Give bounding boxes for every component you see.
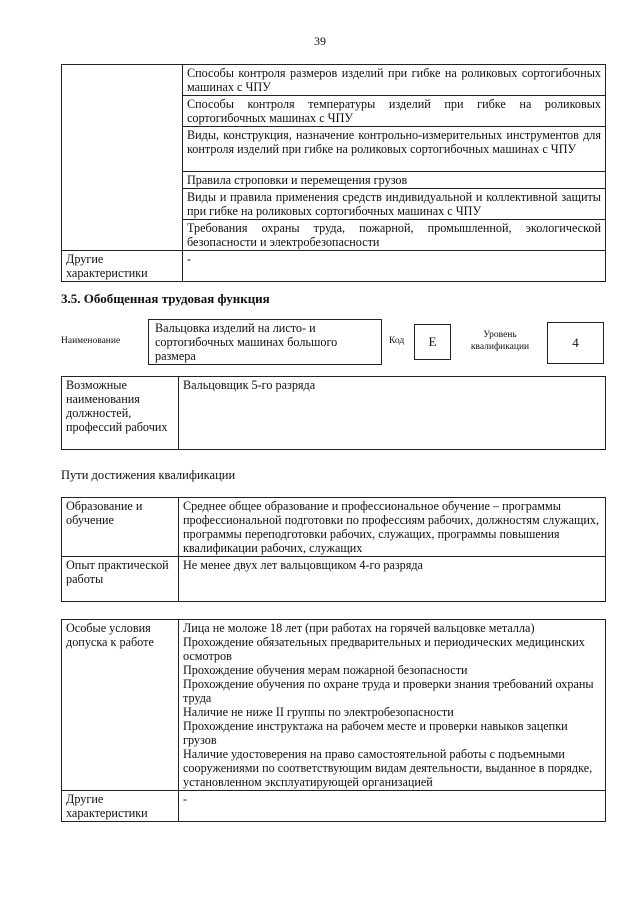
code-value: Е [414, 324, 451, 360]
experience-label: Опыт практической работы [62, 557, 179, 602]
page-number: 39 [314, 34, 326, 48]
empty-label-cell [62, 65, 183, 251]
table-cell: Требования охраны труда, пожарной, промышленной, экологической безопасности и электробезопасности [183, 220, 606, 251]
table-row [62, 65, 606, 96]
other-label: Другие характеристики [62, 251, 183, 282]
paths-title: Пути достижения квалификации [61, 468, 236, 482]
name-value: Вальцовка изделий на листо- и сортогибочных машинах большого размера [148, 319, 382, 365]
list-item: Наличие не ниже II группы по электробезопасности [183, 705, 454, 719]
table-row [62, 557, 606, 602]
education-table [61, 497, 606, 602]
section-title: 3.5. Обобщенная трудовая функция [61, 291, 270, 306]
education-label: Образование и обучение [62, 498, 179, 557]
table-row [62, 791, 606, 822]
education-value: Среднее общее образование и профессиональное обучение – программы профессиональной подготовки по профессиям рабочих, должностям служащих, программы переподготовки рабочих, служащих, программы повышения квалификации рабочих, служащих [179, 498, 606, 557]
table-row [62, 620, 606, 791]
table-row [62, 498, 606, 557]
experience-value: Не менее двух лет вальцовщиком 4-го разряда [179, 557, 606, 602]
table-cell: Виды и правила применения средств индивидуальной и коллективной защиты при гибке на роликовых сортогибочных машинах с ЧПУ [183, 189, 606, 220]
knowledge-table [61, 64, 606, 282]
table-row [62, 251, 606, 282]
table-cell: Способы контроля температуры изделий при гибке на роликовых сортогибочных машинах с ЧПУ [183, 96, 606, 127]
other-value: - [183, 251, 606, 282]
table-row [62, 377, 606, 450]
level-value: 4 [547, 322, 604, 364]
list-item: Лица не моложе 18 лет (при работах на горячей вальцовке металла) [183, 621, 535, 635]
name-label: Наименование [61, 336, 121, 346]
table-cell: Виды, конструкция, назначение контрольно-измерительных инструментов для контроля изделий при гибке на роликовых сортогибочных машинах с ЧПУ [183, 127, 606, 172]
positions-table [61, 376, 606, 450]
level-label: Уровень квалификации [470, 330, 530, 352]
other-label: Другие характеристики [62, 791, 179, 822]
admission-items [179, 620, 606, 791]
table-cell: Правила строповки и перемещения грузов [183, 172, 606, 189]
admission-label: Особые условия допуска к работе [62, 620, 179, 791]
list-item: Прохождение инструктажа на рабочем месте и проверки навыков зацепки грузов [183, 719, 568, 747]
positions-value: Вальцовщик 5-го разряда [179, 377, 606, 450]
code-label: Код [389, 336, 405, 346]
list-item: Прохождение обучения мерам пожарной безопасности [183, 663, 468, 677]
list-item: Прохождение обучения по охране труда и проверки знания требований охраны труда [183, 677, 594, 705]
other-value: - [179, 791, 606, 822]
table-cell: Способы контроля размеров изделий при гибке на роликовых сортогибочных машинах с ЧПУ [183, 65, 606, 96]
positions-label: Возможные наименования должностей, профессий рабочих [62, 377, 179, 450]
admission-table [61, 619, 606, 822]
list-item: Наличие удостоверения на право самостоятельной работы с подъемными сооружениями по соответствующим видам деятельности, выданное в порядке, установленном эксплуатирующей организацией [183, 747, 593, 789]
list-item: Прохождение обязательных предварительных и периодических медицинских осмотров [183, 635, 585, 663]
